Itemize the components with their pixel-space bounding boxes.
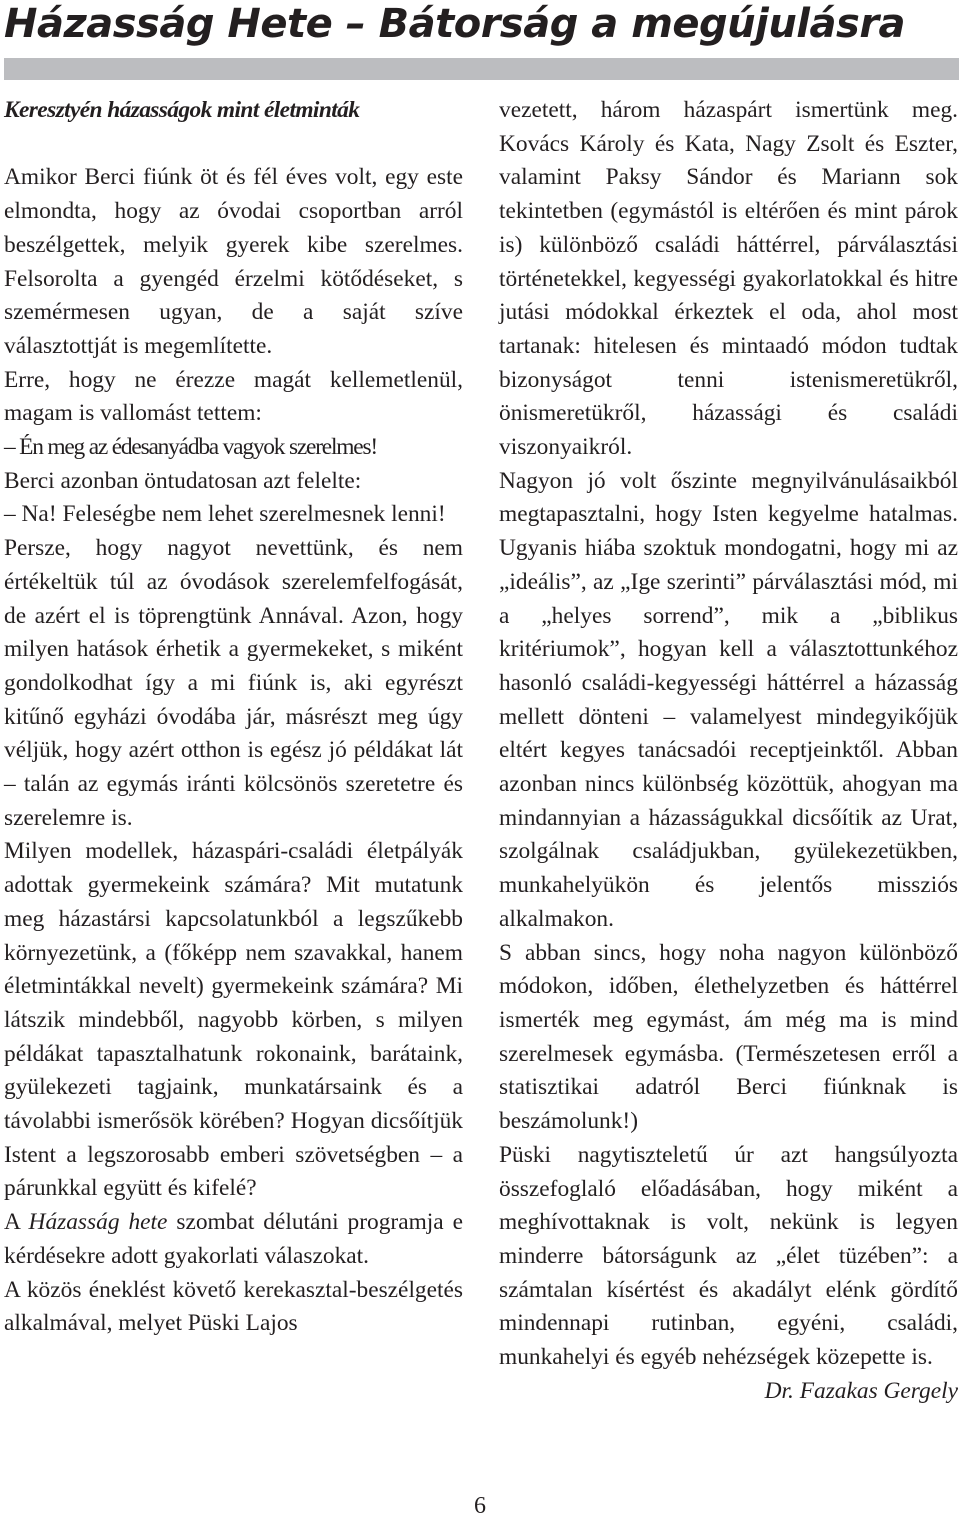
paragraph: A közös éneklést követő kerekasztal-beszélgetés alkalmával, melyet Püski Lajos bbox=[4, 1276, 463, 1337]
author-signature: Dr. Fazakas Gergely bbox=[764, 1377, 958, 1404]
paragraph: vezetett, három házaspárt ismertünk meg. Kovács Károly és Kata, Nagy Zsolt és Eszter, valamint Paksy Sándor és Mariann sok tekintetben (egymástól is eltérően és mint párok is) különböző családi háttérrel, párválasztási történetekkel, kegyességi gyakorlatokkal és hitre jutási módokkal érkeztek el oda, ahol most tartanak: hitelesen és mintaadó módon tudtak bizonyságot tenni istenismeretükről, önismeretükről, házassági és családi viszonyaikról. bbox=[499, 97, 958, 461]
paragraph: S abban sincs, hogy noha nagyon különböző módokon, időben, élethelyzetben és háttérrel ismerték meg egymást, ám még ma is mind szerelmesek egymásba. (Természetesen erről a statisztikai adatról Berci fiúnknak is beszámolunk!) bbox=[499, 939, 958, 1135]
page-title: Házasság Hete – Bátorság a megújulásra bbox=[4, 1, 906, 47]
article-subheading: Keresztyén házasságok mint életminták bbox=[4, 97, 360, 123]
dialogue-line: – Én meg az édesanyádba vagyok szerelmes! bbox=[4, 434, 377, 461]
text-run: szombat délutáni programja e kérdésekre adott gyakorlati válaszokat. bbox=[4, 1209, 463, 1269]
title-underline-bar bbox=[4, 58, 959, 80]
paragraph: Persze, hogy nagyot nevettünk, és nem értékeltük túl az óvodások szerelemfelfogását, de azért el is töprengtünk Annával. Azon, hogy milyen hatások érhetik a gyermekeket, s miként gondolkodhat így a mi fiúnk is, aki egyrészt kitűnő egyházi óvodába jár, másrészt meg úgy véljük, hogy azért otthon is egész jó példákat lát – talán az egymás iránti kölcsönös szeretetre és szerelemre is. bbox=[4, 535, 463, 831]
paragraph bbox=[4, 1206, 463, 1273]
text-run: A bbox=[4, 1209, 29, 1236]
left-column bbox=[4, 94, 463, 1341]
paragraph: Milyen modellek, házaspári-családi életpályák adottak gyermekeink számára? Mit mutatunk meg házastársi kapcsolatunkból a legszűkebb környezetünk, a (főképp nem szavakkal, hanem életmintákkal nevelt) gyermekeink számára? Mi látszik mindebből, nagyobb körben, s milyen példákat tapasztalhatunk rokonaink, barátaink, gyülekezeti tagjaink, munkatársaink és a távolabbi ismerősök körében? Hogyan dicsőítjük Istent a legszorosabb emberi szövetségben – a párunkkal együtt és kifelé? bbox=[4, 838, 463, 1202]
event-name: Házasság hete bbox=[28, 1209, 168, 1236]
paragraph: Nagyon jó volt őszinte megnyilvánulásaikból megtapasztalni, hogy Isten kegyelme hatalmas. Ugyanis hiába szoktuk mondogatni, hogy mi az „ideális”, az „Ige szerinti” párválasztási mód, mi a „helyes sorrend”, mik a „biblikus kritériumok”, hogyan kell a választottunkéhoz hasonló családi-kegyességi háttérrel a házasság mellett dönteni – valamelyest mindegyikőjük eltért kegyes tanácsadói receptjeinktől. Abban azonban nincs különbség közöttük, ahogyan ma mindannyian a házasságukkal dicsőítik az Urat, szolgálnak családjukban, gyülekezetükben, munkahelyükön és jelentős missziós alkalmakon. bbox=[499, 467, 958, 932]
paragraph: Püski nagytiszteletű úr azt hangsúlyozta összefoglaló előadásában, hogy miként a meghívottaknak is volt, nekünk is legyen minderre bátorságunk az „élet tüzében”: a számtalan kísértést és akadályt elénk gördítő mindennapi rutinban, egyéni, családi, munkahelyi és egyéb nehézségek közepette is. bbox=[499, 1141, 958, 1371]
right-column bbox=[499, 94, 958, 1408]
page-number: 6 bbox=[474, 1493, 486, 1519]
dialogue-line: – Na! Feleségbe nem lehet szerelmesnek lenni! bbox=[4, 501, 446, 528]
paragraph: Berci azonban öntudatosan azt felelte: bbox=[4, 467, 362, 494]
paragraph: Erre, hogy ne érezze magát kellemetlenül, magam is vallomást tettem: bbox=[4, 366, 463, 427]
paragraph: Amikor Berci fiúnk öt és fél éves volt, egy este elmondta, hogy az óvodai csoportban arról beszélgettek, melyik gyerek kibe szerelmes. Felsorolta a gyengéd érzelmi kötődéseket, s szemérmesen ugyan, de a saját szíve választottját is megemlítette. bbox=[4, 164, 463, 359]
